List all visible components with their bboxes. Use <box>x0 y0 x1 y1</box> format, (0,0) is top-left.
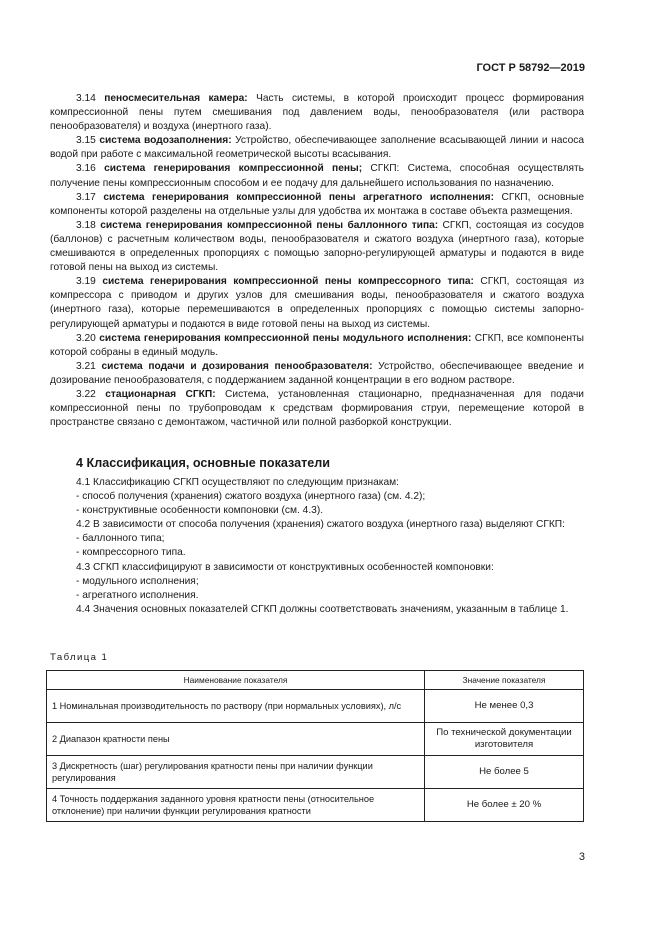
definition-3-16: 3.16 система генерирования компрессионной пены; СГКП: Система, способная осуществлять получение пены компрессионным способом и ее подачу для дальнейшего использования по назначению. <box>50 163 584 189</box>
indicator-value: Не более 5 <box>425 756 584 789</box>
list-item: - агрегатного исполнения. <box>76 589 199 601</box>
paragraph-4-4: 4.4 Значения основных показателей СГКП должны соответствовать значениям, указанным в таблице 1. <box>76 603 569 615</box>
paragraph-4-2: 4.2 В зависимости от способа получения (хранения) сжатого воздуха (инертного газа) выделяют СГКП: <box>76 519 565 531</box>
table-row <box>47 789 584 822</box>
definition-3-17: 3.17 система генерирования компрессионной пены агрегатного исполнения: СГКП, основные компоненты которой разделены на отдельные узлы для удобства их монтажа в составе объекта размещения. <box>50 191 584 217</box>
definition-3-20: 3.20 система генерирования компрессионной пены модульного исполнения: СГКП, все компоненты которой собраны в единый модуль. <box>50 332 585 358</box>
list-item: - модульного исполнения; <box>76 575 199 587</box>
definition-3-19: 3.19 система генерирования компрессионной пены компрессорного типа: СГКП, состоящая из компрессора с приводом и других узлов для смешивания воды, пенообразователя и сжатого воздуха (инертного газа), которые перемешиваются в определенных пропорциях с помощью системы запорно-регулирующей арматуры и подаются в виде готовой пены на выход из системы. <box>50 276 584 330</box>
column-header-name: Наименование показателя <box>47 671 425 690</box>
section-4-title: 4 Классификация, основные показатели <box>76 456 331 470</box>
standard-number: ГОСТ Р 58792—2019 <box>476 62 585 74</box>
definition-3-14: 3.14 пеносмесительная камера: Часть системы, в которой происходит процесс формирования компрессионной пены путем смешивания под давлением воды, пенообразователя (или раствора пенообразователя) и воздуха (инертного газа). <box>50 93 584 133</box>
indicator-name: 3 Дискретность (шаг) регулирования кратности пены при наличии функции регулирования <box>47 756 425 789</box>
definition-3-22: 3.22 стационарная СГКП: Система, установленная стационарно, предназначенная для подачи компрессионной пены по трубопроводам к средствам формирования струи, перемещение которой в пространстве связано с демонтажом, частичной или полной разборкой конструкции. <box>50 388 584 429</box>
column-header-value: Значение показателя <box>425 671 584 690</box>
list-item: - конструктивные особенности компоновки (см. 4.3). <box>76 505 324 517</box>
table-row <box>47 723 584 756</box>
definition-3-21: 3.21 система подачи и дозирования пенообразователя: Устройство, обеспечивающее введение и дозирование пенообразователя, с поддержанием заданной концентрации в его водном растворе. <box>50 360 584 386</box>
indicator-value: По технической документации изготовителя <box>425 723 584 756</box>
list-item: - способ получения (хранения) сжатого воздуха (инертного газа) (см. 4.2); <box>76 491 426 503</box>
definitions-block <box>50 92 584 430</box>
table-header-row <box>47 671 584 690</box>
definition-3-18: 3.18 система генерирования компрессионной пены баллонного типа: СГКП, состоящая из сосудов (баллонов) с расчетным количеством воды, пенообразователя и сжатого воздуха (инертного газа), которые смешиваются в определенных пропорциях с помощью запорно-регулирующей арматуры и подаются в виде готовой пены на выход из системы. <box>50 219 584 274</box>
list-item: - баллонного типа; <box>76 533 165 545</box>
table-row <box>47 756 584 789</box>
indicator-value: Не менее 0,3 <box>425 690 584 723</box>
indicator-name: 4 Точность поддержания заданного уровня кратности пены (относительное отклонение) при наличии функции регулирования кратности <box>47 789 425 822</box>
indicators-table <box>46 670 584 822</box>
list-item: - компрессорного типа. <box>76 547 186 559</box>
section-4-body <box>50 476 584 617</box>
indicator-value: Не более ± 20 % <box>425 789 584 822</box>
indicator-name: 1 Номинальная производительность по раствору (при нормальных условиях), л/с <box>47 690 425 723</box>
page-number: 3 <box>578 851 585 863</box>
indicator-name: 2 Диапазон кратности пены <box>47 723 425 756</box>
paragraph-4-3: 4.3 СГКП классифицируют в зависимости от конструктивных особенностей компоновки: <box>76 561 494 573</box>
definition-3-15: 3.15 система водозаполнения: Устройство, обеспечивающее заполнение всасывающей линии и насоса водой при работе с максимальной геометрической высоты всасывания. <box>50 135 584 161</box>
paragraph-4-1: 4.1 Классификацию СГКП осуществляют по следующим признакам: <box>76 477 399 488</box>
table-caption: Таблица 1 <box>50 652 109 663</box>
table-row <box>47 690 584 723</box>
